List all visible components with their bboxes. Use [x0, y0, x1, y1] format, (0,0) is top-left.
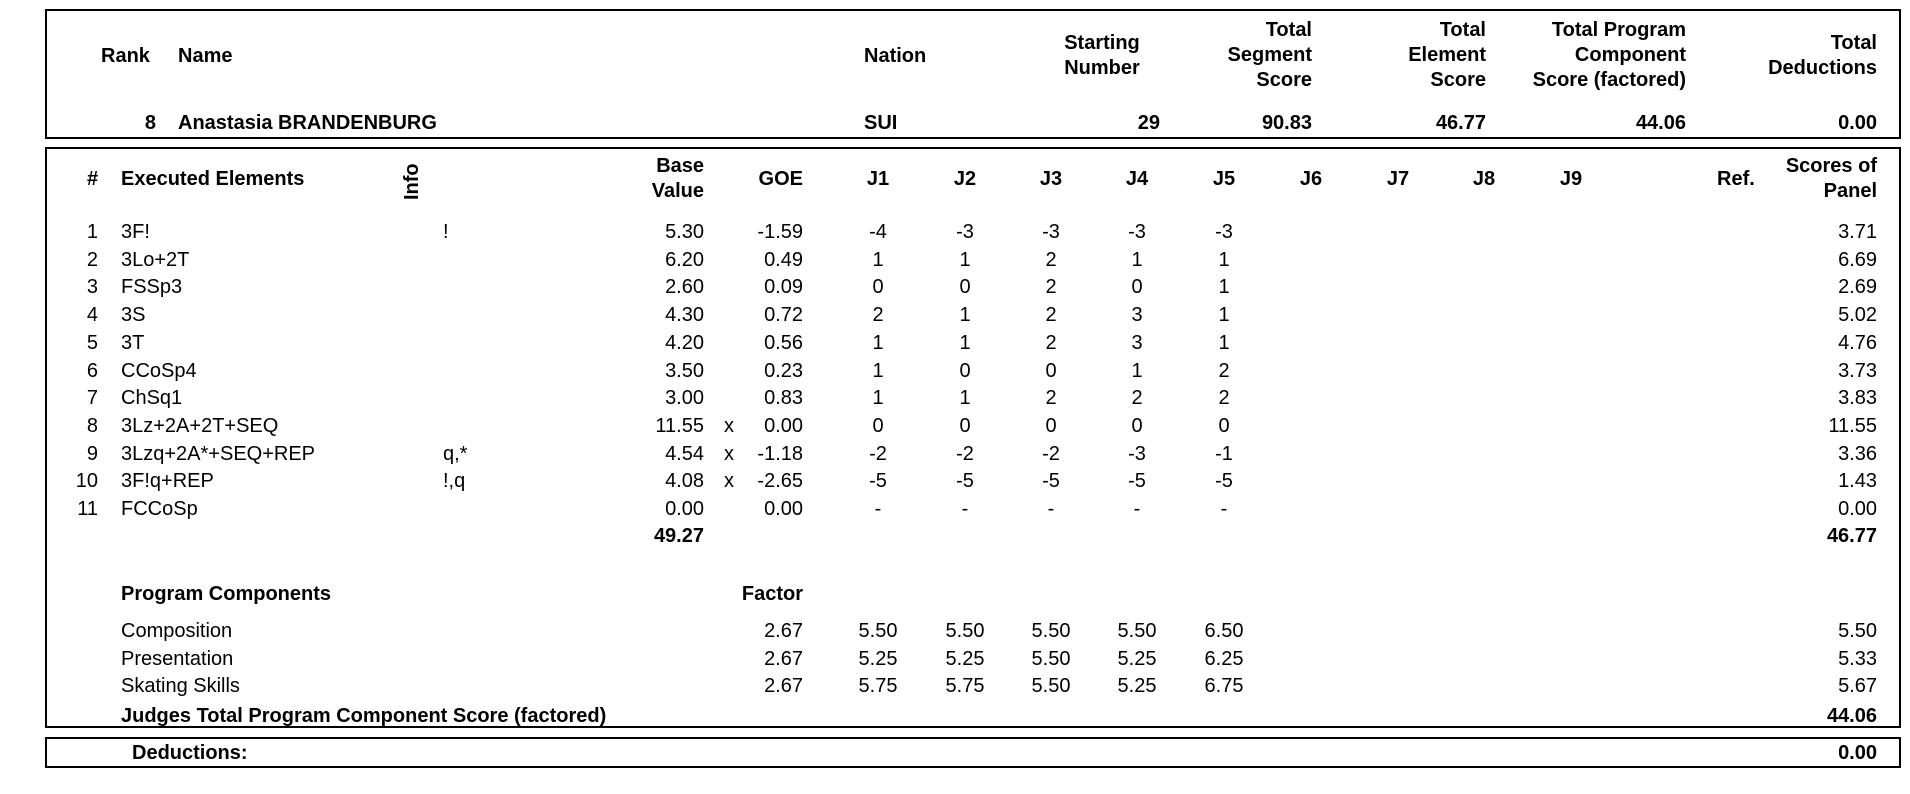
element-name: CCoSp4 — [121, 360, 197, 382]
element-bonus-x: x — [724, 470, 734, 492]
element-name: 3Lz+2A+2T+SEQ — [121, 415, 279, 437]
element-judge-j5: - — [1220, 498, 1228, 520]
rank-header: Rank — [101, 45, 150, 67]
element-judge-j4: 2 — [1131, 387, 1143, 409]
name-header: Name — [178, 45, 233, 67]
element-num: 10 — [75, 470, 98, 492]
element-panel-score: 3.73 — [1838, 360, 1877, 382]
pc-factor: 2.67 — [764, 675, 803, 697]
element-judge-j5: 0 — [1218, 415, 1230, 437]
element-panel-score: 2.69 — [1838, 276, 1877, 298]
total-pcs-header: Total Program Component Score (factored) — [1532, 19, 1686, 91]
element-judge-j2: 0 — [959, 360, 971, 382]
nation-header: Nation — [864, 45, 927, 67]
element-judge-j4: -3 — [1128, 221, 1146, 243]
element-base-value: 4.08 — [665, 470, 704, 492]
element-judge-j3: 0 — [1045, 415, 1057, 437]
element-name: FSSp3 — [121, 276, 183, 298]
deductions-box — [45, 737, 1901, 768]
element-goe: -1.59 — [757, 221, 803, 243]
element-base-value: 4.20 — [665, 332, 704, 354]
pc-judge-j2: 5.50 — [945, 620, 985, 642]
element-name: 3Lo+2T — [121, 249, 190, 271]
factor-header: Factor — [741, 583, 803, 605]
element-goe: 0.00 — [764, 498, 803, 520]
element-judge-j5: -1 — [1215, 443, 1233, 465]
element-name: ChSq1 — [121, 387, 183, 409]
element-judge-j1: - — [874, 498, 882, 520]
pc-judge-j2: 5.75 — [945, 675, 985, 697]
pc-judge-j4: 5.25 — [1117, 675, 1157, 697]
element-judge-j5: 1 — [1218, 332, 1230, 354]
element-panel-score: 3.36 — [1838, 443, 1877, 465]
base-value-total: 49.27 — [653, 525, 704, 547]
element-judge-j3: 2 — [1045, 276, 1057, 298]
element-judge-j1: -4 — [869, 221, 887, 243]
col-num-header: # — [87, 168, 99, 190]
pc-score: 5.67 — [1838, 675, 1877, 697]
skater-name: Anastasia BRANDENBURG — [178, 112, 437, 134]
judges-total-pcs-label: Judges Total Program Component Score (factored) — [121, 705, 607, 727]
skater-nation: SUI — [864, 112, 898, 134]
pc-judge-j4: 5.25 — [1117, 648, 1157, 670]
pc-judge-j2: 5.25 — [945, 648, 985, 670]
col-scores-of-panel-header: Scores of Panel — [1785, 155, 1877, 202]
pc-judge-j5: 6.75 — [1204, 675, 1244, 697]
element-judge-j1: 1 — [872, 360, 884, 382]
element-judge-j5: -5 — [1215, 470, 1233, 492]
element-judge-j4: -5 — [1128, 470, 1146, 492]
element-judge-j5: 1 — [1218, 276, 1230, 298]
element-name: 3F! — [121, 221, 150, 243]
element-name: 3T — [121, 332, 145, 354]
col-goe-header: GOE — [758, 168, 803, 190]
element-num: 5 — [86, 332, 98, 354]
element-judge-j4: -3 — [1128, 443, 1146, 465]
element-judge-j2: 0 — [959, 415, 971, 437]
element-judge-j2: -5 — [956, 470, 974, 492]
element-judge-j4: 3 — [1131, 332, 1143, 354]
element-judge-j3: -3 — [1042, 221, 1060, 243]
col-j3-header: J3 — [1039, 168, 1063, 190]
element-info: !,q — [443, 470, 466, 492]
element-bonus-x: x — [724, 415, 734, 437]
element-judge-j1: -5 — [869, 470, 887, 492]
element-judge-j3: -5 — [1042, 470, 1060, 492]
element-goe: -2.65 — [757, 470, 803, 492]
pc-judge-j1: 5.50 — [858, 620, 898, 642]
element-judge-j3: - — [1047, 498, 1055, 520]
element-judge-j2: 1 — [959, 304, 971, 326]
element-num: 9 — [86, 443, 98, 465]
col-ref-header: Ref. — [1717, 168, 1755, 190]
col-j9-header: J9 — [1559, 168, 1583, 190]
element-judge-j1: 1 — [872, 387, 884, 409]
element-judge-j4: 0 — [1131, 276, 1143, 298]
pc-judge-j3: 5.50 — [1031, 648, 1071, 670]
col-j4-header: J4 — [1125, 168, 1149, 190]
skater-total-pcs: 44.06 — [1635, 112, 1686, 134]
element-goe: 0.09 — [764, 276, 803, 298]
elements-score-total: 46.77 — [1826, 525, 1877, 547]
element-goe: -1.18 — [757, 443, 803, 465]
pc-judge-j1: 5.25 — [858, 648, 898, 670]
element-judge-j2: 1 — [959, 332, 971, 354]
element-panel-score: 6.69 — [1838, 249, 1877, 271]
element-judge-j3: 2 — [1045, 387, 1057, 409]
starting-number-header: Starting Number — [1064, 32, 1140, 79]
element-judge-j2: 1 — [959, 249, 971, 271]
element-name: 3S — [121, 304, 146, 326]
element-goe: 0.72 — [764, 304, 803, 326]
program-components-title: Program Components — [121, 583, 332, 605]
element-base-value: 4.30 — [665, 304, 704, 326]
pc-judge-j1: 5.75 — [858, 675, 898, 697]
element-num: 8 — [86, 415, 98, 437]
element-num: 1 — [86, 221, 98, 243]
col-j7-header: J7 — [1386, 168, 1410, 190]
element-panel-score: 4.76 — [1838, 332, 1877, 354]
element-base-value: 4.54 — [665, 443, 704, 465]
element-judge-j1: 0 — [872, 276, 884, 298]
element-judge-j5: -3 — [1215, 221, 1233, 243]
element-base-value: 6.20 — [665, 249, 704, 271]
col-j6-header: J6 — [1299, 168, 1323, 190]
skater-total-element-score: 46.77 — [1435, 112, 1486, 134]
element-name: 3F!q+REP — [121, 470, 214, 492]
element-judge-j3: 2 — [1045, 249, 1057, 271]
element-info: ! — [443, 221, 449, 243]
element-info: q,* — [443, 443, 468, 465]
element-goe: 0.83 — [764, 387, 803, 409]
element-judge-j5: 1 — [1218, 249, 1230, 271]
element-base-value: 11.55 — [655, 415, 704, 437]
element-name: 3Lzq+2A*+SEQ+REP — [121, 443, 316, 465]
element-judge-j5: 1 — [1218, 304, 1230, 326]
element-base-value: 2.60 — [665, 276, 704, 298]
element-judge-j5: 2 — [1218, 360, 1230, 382]
element-judge-j3: 0 — [1045, 360, 1057, 382]
element-num: 2 — [86, 249, 98, 271]
element-judge-j4: 3 — [1131, 304, 1143, 326]
element-judge-j4: - — [1133, 498, 1141, 520]
deductions-value: 0.00 — [1838, 742, 1877, 764]
element-judge-j1: 0 — [872, 415, 884, 437]
pc-judge-j5: 6.50 — [1204, 620, 1244, 642]
element-panel-score: 0.00 — [1838, 498, 1877, 520]
total-deductions-header: Total Deductions — [1768, 32, 1877, 79]
skater-total-deductions: 0.00 — [1838, 112, 1877, 134]
element-num: 11 — [77, 498, 98, 520]
element-goe: 0.00 — [764, 415, 803, 437]
element-judge-j5: 2 — [1218, 387, 1230, 409]
element-judge-j2: -2 — [956, 443, 974, 465]
element-goe: 0.56 — [764, 332, 803, 354]
pc-judge-j5: 6.25 — [1204, 648, 1244, 670]
element-name: FCCoSp — [121, 498, 198, 520]
element-num: 6 — [86, 360, 98, 382]
element-panel-score: 5.02 — [1838, 304, 1877, 326]
element-base-value: 3.50 — [665, 360, 704, 382]
element-judge-j4: 0 — [1131, 415, 1143, 437]
element-judge-j2: 0 — [959, 276, 971, 298]
col-base-value-header: Base Value — [651, 155, 704, 202]
element-judge-j1: 2 — [872, 304, 884, 326]
pc-score: 5.33 — [1838, 648, 1877, 670]
pc-factor: 2.67 — [764, 620, 803, 642]
element-num: 4 — [86, 304, 98, 326]
element-bonus-x: x — [724, 443, 734, 465]
pc-name: Composition — [121, 620, 233, 642]
col-j8-header: J8 — [1472, 168, 1496, 190]
col-j2-header: J2 — [953, 168, 977, 190]
pc-name: Skating Skills — [121, 675, 240, 697]
pc-judge-j4: 5.50 — [1117, 620, 1157, 642]
element-judge-j1: -2 — [869, 443, 887, 465]
pc-name: Presentation — [121, 648, 234, 670]
element-panel-score: 1.43 — [1838, 470, 1877, 492]
col-elements-header: Executed Elements — [121, 168, 305, 190]
element-base-value: 3.00 — [665, 387, 704, 409]
element-goe: 0.49 — [764, 249, 803, 271]
element-num: 7 — [86, 387, 98, 409]
col-j5-header: J5 — [1212, 168, 1236, 190]
element-panel-score: 11.55 — [1828, 415, 1877, 437]
element-judge-j4: 1 — [1131, 360, 1143, 382]
element-judge-j3: 2 — [1045, 304, 1057, 326]
total-segment-score-header: Total Segment Score — [1227, 19, 1312, 91]
element-judge-j2: -3 — [956, 221, 974, 243]
pc-judge-j3: 5.50 — [1031, 675, 1071, 697]
pc-score: 5.50 — [1838, 620, 1877, 642]
element-judge-j4: 1 — [1131, 249, 1143, 271]
skater-starting-number: 29 — [1137, 112, 1160, 134]
deductions-label: Deductions: — [132, 742, 248, 764]
element-judge-j3: -2 — [1042, 443, 1060, 465]
total-element-score-header: Total Element Score — [1408, 19, 1486, 91]
skater-total-segment-score: 90.83 — [1261, 112, 1312, 134]
judges-total-pcs-value: 44.06 — [1826, 705, 1877, 727]
element-panel-score: 3.83 — [1838, 387, 1877, 409]
skater-rank: 8 — [144, 112, 156, 134]
col-info-header: Info — [401, 163, 423, 200]
element-judge-j2: - — [961, 498, 969, 520]
col-j1-header: J1 — [866, 168, 890, 190]
element-goe: 0.23 — [764, 360, 803, 382]
element-judge-j1: 1 — [872, 332, 884, 354]
element-base-value: 5.30 — [665, 221, 704, 243]
element-panel-score: 3.71 — [1838, 221, 1877, 243]
pc-factor: 2.67 — [764, 648, 803, 670]
element-judge-j2: 1 — [959, 387, 971, 409]
pc-judge-j3: 5.50 — [1031, 620, 1071, 642]
element-judge-j3: 2 — [1045, 332, 1057, 354]
element-base-value: 0.00 — [665, 498, 704, 520]
element-num: 3 — [86, 276, 98, 298]
element-judge-j1: 1 — [872, 249, 884, 271]
